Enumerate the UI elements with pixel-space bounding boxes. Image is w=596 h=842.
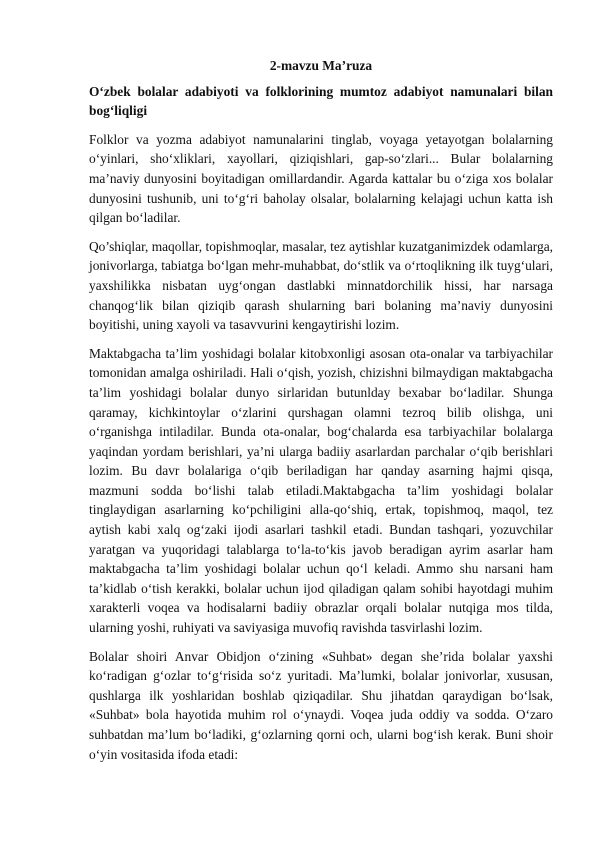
- topic-title: O‘zbek bolalar adabiyoti va folklorining mumtoz adabiyot namunalari bilan bog‘liqligi: [89, 83, 553, 119]
- document-body: [89, 56, 553, 773]
- paragraph-1: Folklor va yozma adabiyot namunalarini tinglab, voyaga yetayotgan bolalarning o‘yinlari, sho‘xliklari, xayollari, qiziqishlari, gap-so‘zlari... Bular bolalarning ma’naviy dunyosini boyitadigan omillardandir. Agarda kattalar bu o‘ziga xos bolalar dunyosini tushunib, uni to‘g‘ri baholay olsalar, bolalarning kelajagi uchun katta ish qilgan bo‘ladilar.: [89, 131, 553, 226]
- paragraph-4: Bolalar shoiri Anvar Obidjon o‘zining «Suhbat» degan she’rida bolalar yaxshi ko‘radigan g‘ozlar to‘g‘risida so‘z yuritadi. Ma’lumki, bolalar jonivorlar, xususan, qushlarga ilk yoshlaridan boshlab qiziqadilar. Shu jihatdan qaraydigan bo‘lsak, «Suhbat» bola hayotida muhim rol o‘ynaydi. Voqea juda oddiy va sodda. O‘zaro suhbatdan ma’lum bo‘ladiki, g‘ozlarning qorni och, ularni bog‘ish kerak. Buni shoir o‘yin vositasida ifoda etadi:: [89, 648, 553, 762]
- paragraph-2: Qo’shiqlar, maqollar, topishmoqlar, masalar, tez aytishlar kuzatganimizdek odamlarga, jonivorlarga, tabiatga bo‘lgan mehr-muhabbat, do‘stlik va o‘rtoqlikning ilk tuyg‘ulari, yaxshilikka nisbatan uyg‘ongan dastlabki minnatdorchilik hissi, har narsaga chanqog‘lik bilan qiziqib qarash shularning bari bolaning ma’naviy dunyosini boyitishi, uning xayoli va tasavvurini kengaytirishi lozim.: [89, 238, 553, 333]
- paragraph-3: Maktabgacha ta’lim yoshidagi bolalar kitobxonligi asosan ota-onalar va tarbiyachilar tomonidan amalga oshiriladi. Hali o‘qish, yozish, chizishni bilmaydigan maktabgacha ta’lim yoshidagi bolalar dunyo sirlaridan butunlday bexabar bo‘ladilar. Shunga qaramay, kichkintoylar o‘zlarini qurshagan olamni tezroq bilib olishga, uni o‘rganishga intiladilar. Bunda ota-onalar, bog‘chalarda esa tarbiyachilar bolalarga yaqindan yordam berishlari, ya’ni ularga badiiy asarlardan parchalar o‘qib berishlari lozim. Bu davr bolalariga o‘qib beriladigan har qanday asarning hajmi qisqa, mazmuni sodda bo‘lishi talab etiladi.Maktabgacha ta’lim yoshidagi bolalar tinglaydigan asarlarning ko‘pchiligini alla-qo‘shiq, ertak, topishmoq, maqol, tez aytish kabi xalq og‘zaki ijodi asarlari tashkil etadi. Bundan tashqari, yozuvchilar yaratgan va yuqoridagi talablarga to‘la-to‘kis javob beradigan ayrim asarlar ham maktabgacha ta’lim yoshidagi bolalar uchun qo‘l keladi. Ammo shu narsani ham ta’kidlab o‘tish kerakki, bolalar uchun ijod qiladigan qalam sohibi hayotdagi muhim xarakterli voqea va hodisalarni badiiy obrazlar orqali bolalar nutqiga mos tilda, ularning yoshi, ruhiyati va saviyasiga muvofiq ravishda tasvirlashi lozim.: [89, 345, 553, 636]
- lecture-title: 2-mavzu Ma’ruza: [269, 58, 373, 73]
